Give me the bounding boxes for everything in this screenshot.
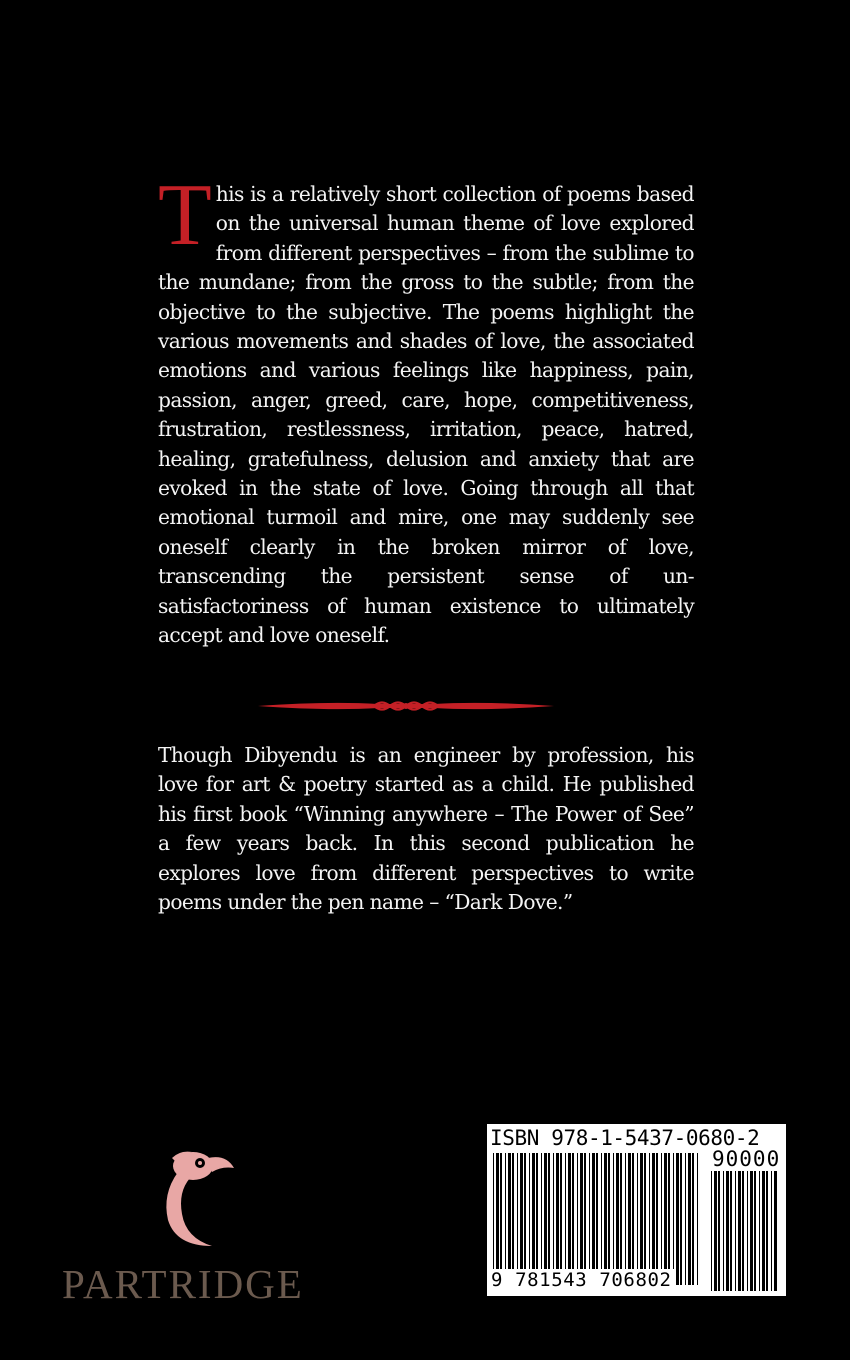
drop-cap: T [158,167,212,264]
isbn-label: ISBN 978-1-5437-0680-2 [490,1126,760,1150]
price-code: 90000 [712,1147,781,1171]
publisher-name: PARTRIDGE [62,1261,304,1307]
addon-barcode-bars [711,1171,777,1291]
ornamental-divider [258,697,554,715]
blurb-text: his is a relatively short collection of poems based on the universal human theme of love explored from different perspectives – from the sublime to the mundane; from the gross to the subtle; from the objective to the subjective. The poems highlight the various movements and shades of love, the associated emotions and various feelings like happiness, pain, passion, anger, greed, care, hope, competitiveness, frustration, restlessness, irritation, peace, hatred, healing, gratefulness, delusion and anxiety that are evoked in the state of love. Going through all that emotional turmoil and mire, one may suddenly see oneself clearly in the broken mirror of love, transcending the persistent sense of un-satisfactoriness of human existence to ultimately accept and love oneself. [158,182,694,648]
author-bio: Though Dibyendu is an engineer by profession, his love for art & poetry started as a child. He published his first book “Winning anywhere – The Power of See” a few years back. In this second publication he explores love from different perspectives to write poems under the pen name – “Dark Dove.” [158,743,694,915]
ean-barcode-bars [493,1153,701,1285]
partridge-bird-logo-icon [160,1148,240,1254]
back-cover-blurb [158,167,694,651]
isbn-barcode [487,1124,786,1296]
ean-digits: 9 781543 706802 [491,1269,675,1291]
